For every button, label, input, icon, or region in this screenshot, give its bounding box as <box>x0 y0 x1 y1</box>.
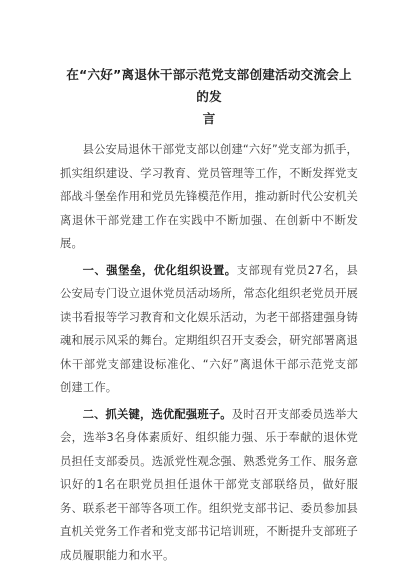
section-paragraph-2 <box>60 403 358 568</box>
document-title <box>60 64 358 130</box>
section-heading-1: 一、强堡垒，优化组织设置。 <box>82 263 237 277</box>
section-paragraph-1 <box>60 259 358 400</box>
section-body-1: 支部现有党员27名，县公安局专门设立退休党员活动场所，常态化组织老党员开展读书看报等学习教育和文化娱乐活动，为老干部搭建强身铸魂和展示风采的舞台。定期组织召开支委会，研究部署离退休干部党支部建设标准化、“六好”离退休干部示范党支部创建工作。 <box>60 263 359 394</box>
section-body-2: 及时召开支部委员选举大会，选举3名身体素质好、组织能力强、乐于奉献的退休党员担任支部委员。选派党性观念强、熟悉党务工作、服务意识好的1名在职党员担任退休干部党支部联络员，做好服务、联系老干部等各项工作。组织党支部书记、委员参加县直机关党务工作者和党支部书记培训班，不断提升支部班子成员履职能力和水平。 <box>60 407 359 562</box>
title-line-1: 在“六好”离退休干部示范党支部创建活动交流会上的发 <box>66 67 352 104</box>
intro-paragraph: 县公安局退休干部党支部以创建“六好”党支部为抓手，抓实组织建设、学习教育、党员管理等工作，不断发挥党支部战斗堡垒作用和党员先锋模范作用，推动新时代公安机关离退休干部党建工作在实践中不断加强、在创新中不断发展。 <box>60 143 358 250</box>
section-heading-2: 二、抓关键，选优配强班子。 <box>82 407 232 421</box>
title-line-2: 言 <box>202 111 216 126</box>
